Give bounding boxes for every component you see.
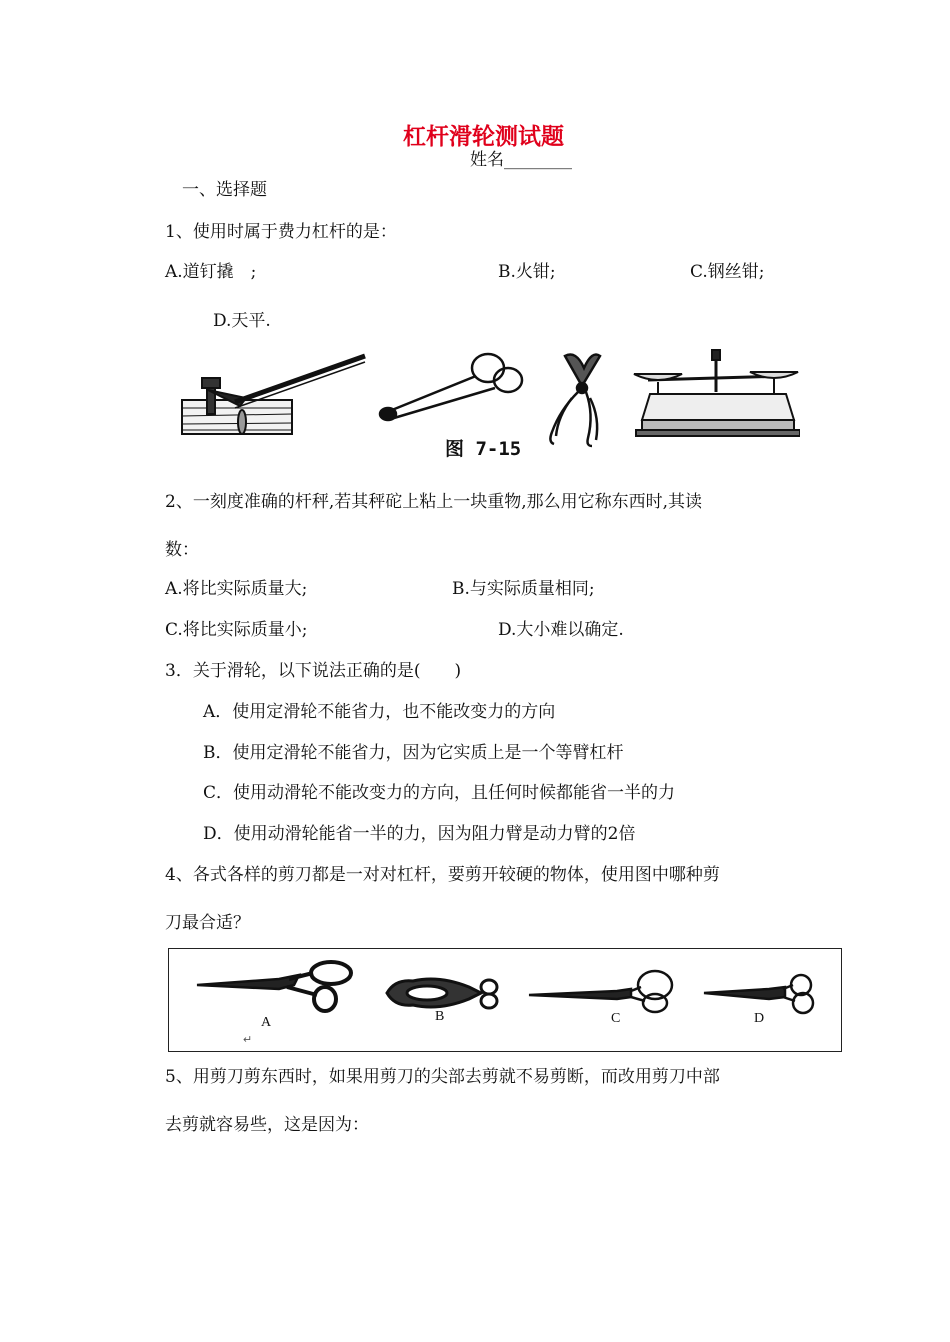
scissors-figure [168, 948, 842, 1052]
q3-option-b: B．使用定滑轮不能省力，因为它实质上是一个等臂杠杆 [203, 743, 624, 763]
q1-option-b: B.火钳; [498, 262, 556, 282]
q3-option-a: A．使用定滑轮不能省力，也不能改变力的方向 [203, 702, 556, 722]
q1-option-a: A.道钉撬 ; [165, 262, 257, 282]
balance-scale-icon [634, 350, 800, 436]
q3-option-c: C．使用动滑轮不能改变力的方向，且任何时候都能省一半的力 [203, 783, 676, 803]
question-3-stem: 3．关于滑轮，以下说法正确的是( ) [165, 661, 462, 681]
q2-option-b: B.与实际质量相同; [452, 579, 595, 599]
scissors-c-icon [529, 971, 672, 1012]
question-5-stem-line1: 5、用剪刀剪东西时，如果用剪刀的尖部去剪就不易剪断，而改用剪刀中部 [165, 1067, 720, 1087]
q2-option-a: A.将比实际质量大; [165, 579, 308, 599]
question-4-stem-line1: 4、各式各样的剪刀都是一对对杠杆，要剪开较硬的物体，使用图中哪种剪 [165, 865, 720, 885]
q1-option-c: C.钢丝钳; [690, 262, 765, 282]
question-2-stem-line2: 数： [165, 540, 199, 560]
scissors-d-icon [704, 975, 813, 1013]
question-5-stem-line2: 去剪就容易些，这是因为： [165, 1115, 369, 1135]
q3-option-d: D．使用动滑轮能省一半的力，因为阻力臂是动力臂的2倍 [203, 824, 636, 844]
scissors-label-a: A [261, 1015, 272, 1030]
page-title: 杠杆滑轮测试题 [403, 123, 564, 150]
question-1-stem: 1、使用时属于费力杠杆的是： [165, 222, 397, 242]
scissors-label-d: D [754, 1011, 765, 1026]
q2-option-d: D.大小难以确定. [498, 620, 624, 640]
scissors-a-icon [197, 962, 351, 1011]
name-field-label: 姓名________ [470, 150, 572, 170]
scissors-label-c: C [611, 1011, 621, 1026]
section-heading: 一、选择题 [182, 180, 267, 200]
question-2-stem-line1: 2、一刻度准确的杆秤,若其秤砣上粘上一块重物,那么用它称东西时,其读 [165, 492, 703, 512]
return-mark: ↵ [243, 1034, 253, 1046]
pliers-icon [550, 355, 600, 447]
tongs-icon [380, 354, 522, 420]
scissors-label-b: B [435, 1009, 445, 1024]
spike-lever-icon [182, 356, 365, 434]
q2-option-c: C.将比实际质量小; [165, 620, 308, 640]
scissors-b-icon [387, 979, 497, 1008]
figure-caption: 图 7-15 [445, 438, 522, 460]
q1-option-d: D.天平. [213, 311, 271, 331]
question-4-stem-line2: 刀最合适？ [165, 913, 250, 933]
